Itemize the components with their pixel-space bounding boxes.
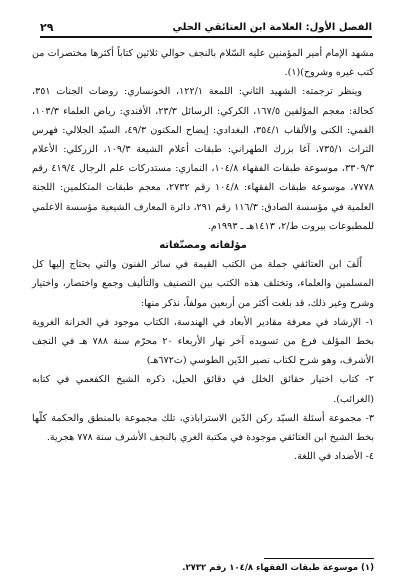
section-heading: مؤلفاته ومصنّفاته [159,240,247,252]
paragraph-biography-sources: وينظر ترجمته: الشهيد الثاني: اللمعة ١٢٢/١، الخونساري: روضات الجنات ٣٥١، كحالة: معجم المؤلفين ١٦٧/٥، الكركي: الرسائل ٢٣/٣، الأفندي: رياض العلماء ١٠٣/٣، القمي: الكنى والألقاب ٣٥٤/١، البغدادي: إيضاح المكنون ٤٩/٣، السيّد الجلالي: فهرس التراث ٧٣٥/١، آغا بزرك الطهراني: طبقات أعلام الشيعة ١٠٩/٣، الزركلي: الأعلام ٣٣٠٩/٣، موسوعة طبقات الفقهاء ١٠٤/٨، النمازي: مستدركات علم الرجال ٤١٩/٤ رقم ٧٧٧٨، موسوعة طبقات الفقهاء: ١٠٤/٨ رقم ٢٧٣٢، معجم طبقات المتكلمين: اللجنة العلمية في مؤسسة الصادق: ١١٦/٣ رقم ٢٩١، دائرة المعارف الشيعية مؤسسة الاعلمي للمطبوعات بيروت ط/٢، ١٤١٣هـ ـ ١٩٩٣م. [32,86,375,232]
list-item-2: ٢- كتاب اختيار حقائق الخلل في دقائق الحيل، ذكره الشيخ الكفعمي في كتابه (الغرائب). [32,374,374,405]
paragraph-works-intro: أَلَفَ ابن العتائقي جملة من الكتب القيمة في سائر الفنون والتي يحتاج إليها كل المسلمين والعلماء، وتختلف هذه الكتب بين التصنيف والتأليف وجمع واختصار، واختيار وشرح وغير ذلك، قد بلغت أكثر من أربعين مولفاً، نذكر منها: [32,259,374,309]
footnote-rule [264,558,374,559]
chapter-title: الفصل الأول: العلامة ابن العتائقي الحلي [172,22,372,33]
footnote: (١) موسوعة طبقات الفقهاء ١٠٤/٨ رقم ٢٧٣٢. [182,563,374,573]
running-head [40,14,372,38]
body-text [32,44,374,466]
list-item-3: ٣- مجموعة أسئلة السيّد ركن الدّين الاستراباذي، تلك مجموعة بالمنطق والحكمة كلّها بخط الشيخ ابن العتائقي موجودة في مكتبة الغري بالنجف الأشرف سنة ٧٧٨ هجرية. [32,412,374,444]
page-number: ٢٩ [40,21,54,34]
list-item-1: ١- الإرشاد في معرفة مقادير الأبعاد في الهندسة، الكتاب موجود في الخزانة الغروية بخط المؤلف فرغ من تسويده آخر نهار الأربعاء ٢٠ محرّم سنة ٧٨٨ هـ في النجف الأشرف، وهو شرح لكتاب نصير الدّين الطوسي (ت٦٧٢هـ) [32,316,374,367]
paragraph-quote-continuation: مشهد الإمام أمير المؤمنين عليه السّلام بالنجف حوالي ثلاثين كتاباً أكثرها مختصرات من كتب غيره وشروح)(١). [32,48,374,79]
list-item-4: ٤- الأضداد في اللغة. [294,451,374,463]
